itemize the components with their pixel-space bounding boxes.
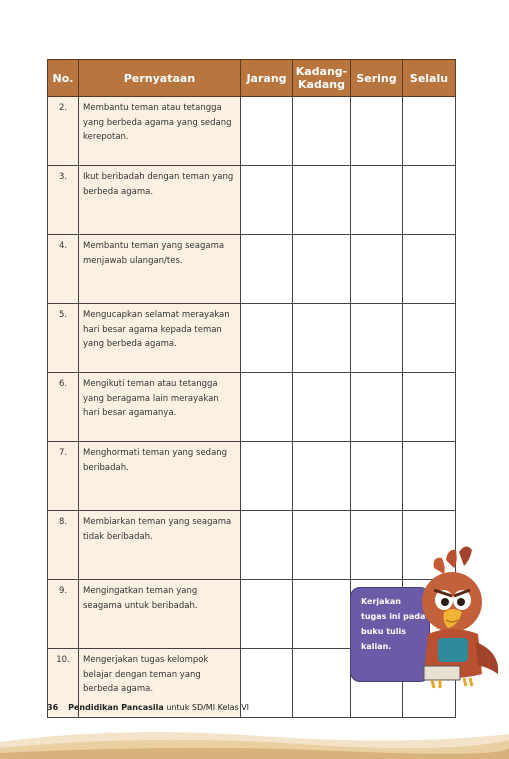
book-subtitle: untuk SD/MI Kelas VI: [166, 703, 250, 712]
header-no: No.: [48, 60, 79, 97]
answer-cell-sometimes[interactable]: [293, 235, 351, 304]
header-sometimes: Kadang- Kadang: [293, 60, 351, 97]
speech-bubble: Kerjakan tugas ini pada buku tulis kalian.: [350, 587, 430, 682]
book-title: Pendidikan Pancasila: [68, 703, 164, 712]
eagle-mascot-illustration: [404, 542, 504, 692]
header-rarely: Jarang: [241, 60, 293, 97]
answer-cell-rarely[interactable]: [241, 373, 293, 442]
answer-cell-rarely[interactable]: [241, 511, 293, 580]
answer-cell-always[interactable]: [403, 166, 456, 235]
row-number: 5.: [48, 304, 79, 373]
answer-cell-always[interactable]: [403, 235, 456, 304]
answer-cell-often[interactable]: [351, 166, 403, 235]
answer-cell-often[interactable]: [351, 235, 403, 304]
row-number: 10.: [48, 649, 79, 718]
decorative-wave-footer: [0, 720, 509, 759]
answer-cell-always[interactable]: [403, 373, 456, 442]
row-number: 3.: [48, 166, 79, 235]
answer-cell-sometimes[interactable]: [293, 649, 351, 718]
header-often: Sering: [351, 60, 403, 97]
table-row: [48, 304, 456, 373]
row-number: 9.: [48, 580, 79, 649]
answer-cell-rarely[interactable]: [241, 235, 293, 304]
row-statement: Ikut beribadah dengan teman yang berbeda agama.: [79, 166, 241, 235]
row-number: 6.: [48, 373, 79, 442]
answer-cell-sometimes[interactable]: [293, 166, 351, 235]
header-always: Selalu: [403, 60, 456, 97]
answer-cell-always[interactable]: [403, 97, 456, 166]
row-statement: Membiarkan teman yang seagama tidak beribadah.: [79, 511, 241, 580]
row-statement: Membantu teman atau tetangga yang berbeda agama yang sedang kerepotan.: [79, 97, 241, 166]
answer-cell-rarely[interactable]: [241, 166, 293, 235]
answer-cell-often[interactable]: [351, 442, 403, 511]
row-number: 2.: [48, 97, 79, 166]
answer-cell-sometimes[interactable]: [293, 373, 351, 442]
answer-cell-often[interactable]: [351, 304, 403, 373]
answer-cell-sometimes[interactable]: [293, 511, 351, 580]
row-statement: Mengerjakan tugas kelompok belajar dengan teman yang berbeda agama.: [79, 649, 241, 718]
page-footer: [47, 703, 249, 712]
answer-cell-sometimes[interactable]: [293, 304, 351, 373]
answer-cell-often[interactable]: [351, 97, 403, 166]
answer-cell-sometimes[interactable]: [293, 580, 351, 649]
answer-cell-sometimes[interactable]: [293, 97, 351, 166]
answer-cell-always[interactable]: [403, 304, 456, 373]
table-row: [48, 97, 456, 166]
header-statement: Pernyataan: [79, 60, 241, 97]
answer-cell-rarely[interactable]: [241, 580, 293, 649]
table-row: [48, 235, 456, 304]
table-row: [48, 511, 456, 580]
answer-cell-often[interactable]: [351, 511, 403, 580]
row-number: 4.: [48, 235, 79, 304]
table-row: [48, 373, 456, 442]
answer-cell-rarely[interactable]: [241, 304, 293, 373]
answer-cell-often[interactable]: [351, 373, 403, 442]
row-statement: Membantu teman yang seagama menjawab ulangan/tes.: [79, 235, 241, 304]
answer-cell-sometimes[interactable]: [293, 442, 351, 511]
page-number: 36: [47, 703, 59, 712]
row-statement: Mengikuti teman atau tetangga yang beragama lain merayakan hari besar agamanya.: [79, 373, 241, 442]
table-header-row: [48, 60, 456, 97]
table-row: [48, 442, 456, 511]
row-number: 8.: [48, 511, 79, 580]
row-statement: Menghormati teman yang sedang beribadah.: [79, 442, 241, 511]
table-row: [48, 166, 456, 235]
answer-cell-rarely[interactable]: [241, 97, 293, 166]
row-number: 7.: [48, 442, 79, 511]
answer-cell-always[interactable]: [403, 442, 456, 511]
row-statement: Mengucapkan selamat merayakan hari besar agama kepada teman yang berbeda agama.: [79, 304, 241, 373]
row-statement: Mengingatkan teman yang seagama untuk beribadah.: [79, 580, 241, 649]
answer-cell-rarely[interactable]: [241, 442, 293, 511]
